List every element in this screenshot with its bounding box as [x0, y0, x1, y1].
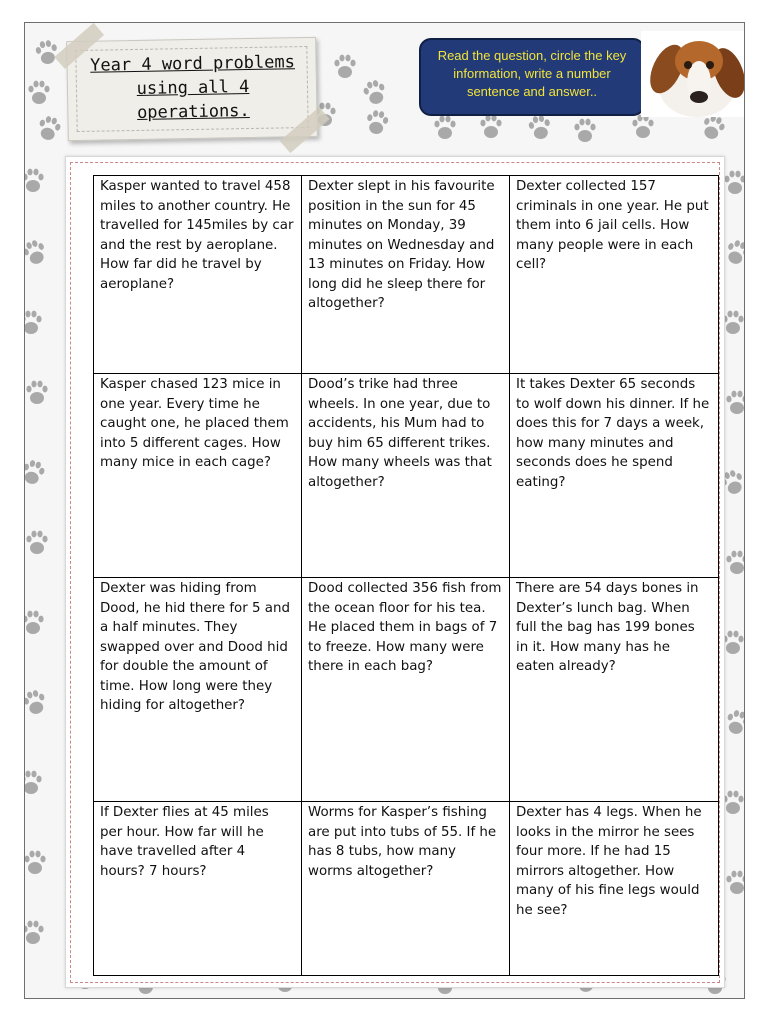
- problem-cell: There are 54 days bones in Dexter’s lunch bag. When full the bag has 199 bones in it. How many has he eaten already?: [510, 578, 719, 802]
- problem-cell: It takes Dexter 65 seconds to wolf down his dinner. If he does this for 7 days a week, how many minutes and seconds does he spend eating?: [510, 374, 719, 578]
- problems-table: [93, 175, 719, 976]
- instructions-bubble: Read the question, circle the key information, write a number sentence and answer..: [419, 38, 645, 116]
- dog-icon: [641, 31, 745, 117]
- problem-cell: Kasper wanted to travel 458 miles to another country. He travelled for 145miles by car and the rest by aeroplane. How far did he travel by aeroplane?: [94, 176, 302, 374]
- problem-cell: Dexter was hiding from Dood, he hid there for 5 and a half minutes. They swapped over and Dood hid for double the amount of time. How long were they hiding for altogether?: [94, 578, 302, 802]
- worksheet-title: Year 4 word problems using all 4 operations.: [90, 52, 296, 123]
- problem-cell: Dood’s trike had three wheels. In one year, due to accidents, his Mum had to buy him 65 different trikes. How many wheels was that altogether?: [302, 374, 510, 578]
- table-row: [94, 802, 719, 976]
- problem-cell: Kasper chased 123 mice in one year. Every time he caught one, he placed them into 5 different cages. How many mice in each cage?: [94, 374, 302, 578]
- table-row: [94, 374, 719, 578]
- title-card: [66, 37, 318, 141]
- problem-cell: If Dexter flies at 45 miles per hour. How far will he have travelled after 4 hours? 7 hours?: [94, 802, 302, 976]
- problem-cell: Dexter has 4 legs. When he looks in the mirror he sees four more. If he had 15 mirrors altogether. How many of his fine legs would he see?: [510, 802, 719, 976]
- problem-cell: Dood collected 356 fish from the ocean floor for his tea. He placed them in bags of 7 to freeze. How many were there in each bag?: [302, 578, 510, 802]
- table-row: [94, 578, 719, 802]
- table-row: [94, 176, 719, 374]
- problem-cell: Worms for Kasper’s fishing are put into tubs of 55. If he has 8 tubs, how many worms altogether?: [302, 802, 510, 976]
- problem-cell: Dexter slept in his favourite position in the sun for 45 minutes on Monday, 39 minutes on Wednesday and 13 minutes on Friday. How long did he sleep there for altogether?: [302, 176, 510, 374]
- problem-cell: Dexter collected 157 criminals in one year. He put them into 6 jail cells. How many people were in each cell?: [510, 176, 719, 374]
- problems-sheet: [65, 156, 725, 988]
- worksheet-page: [24, 22, 745, 999]
